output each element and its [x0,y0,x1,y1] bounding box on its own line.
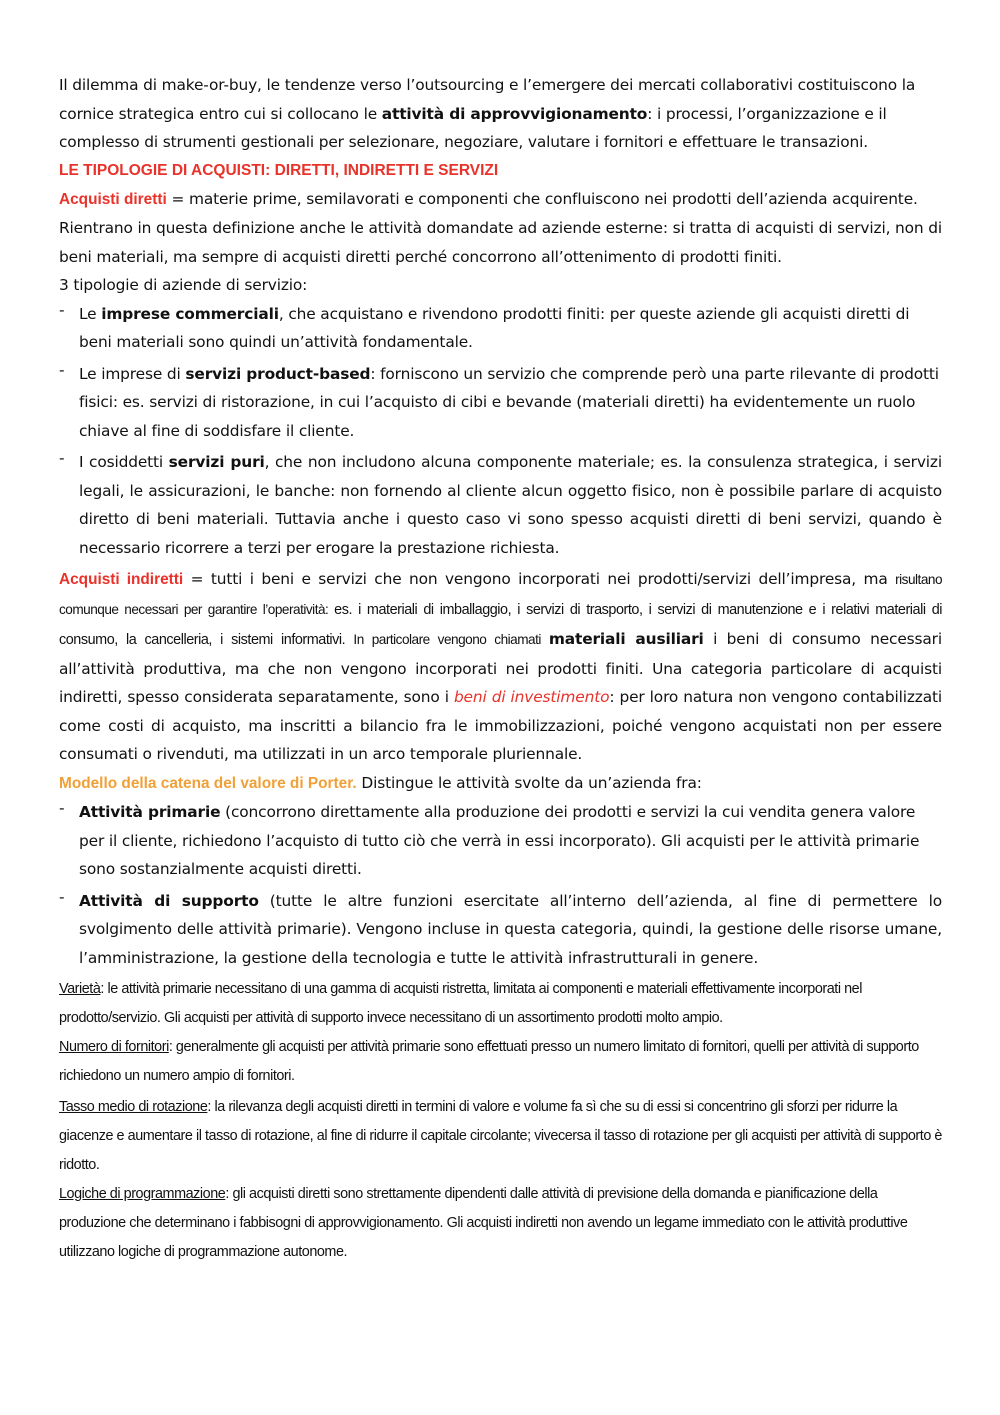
indiretti-text: : per loro natura non vengono contabilizzati come costi di acquisto, ma inscritti a bilancio fra le immobilizzazioni, poiché vengono acquistati non per essere consumati o rivenduti, ma utilizzati in un arco temporale pluriennale. [59,688,942,763]
diretti-text: = materie prime, semilavorati e componenti che confluiscono nei prodotti dell’azienda acquirente. Rientrano in questa definizione anche le attività domandate ad aziende esterne: si tratta di acquisti di servizi, non di beni materiali, ma sempre di acquisti diretti perché concorrono all’ottenimento di prodotti finiti. [59,189,943,266]
criterio-text: : generalmente gli acquisti per attività primarie sono effettuati presso un numero limitato di fornitori, quelli per attività di supporto richiedono un numero ampio di fornitori. [59,1039,919,1084]
attivita-list [59,798,942,972]
list-item-text: (concorrono direttamente alla produzione dei prodotti e servizi la cui vendita genera valore per il cliente, richiedono l’acquisto di tutto ciò che verrà in essi incorporato). Gli acquisti per le attività primarie sono sostanzialmente acquisti diretti. [79,803,920,878]
indiretti-text: i beni di consumo necessari all’attività produttiva, ma che non vengono incorporati nei prodotti finiti. Una categoria particolare di acquisti indiretti, spesso considerata separatamente, sono i [59,629,942,706]
list-item [59,300,942,357]
list-item-bold: Attività di supporto [79,891,259,910]
intro-paragraph [59,71,942,157]
list-item-bold: servizi product-based [185,364,371,383]
diretti-paragraph [59,185,942,272]
list-item-text: , che acquistano e rivendono prodotti finiti: per queste aziende gli acquisti diretti di beni materiali sono quindi un’attività fondamentale. [79,304,910,351]
porter-paragraph [59,769,942,799]
intro-text: Il dilemma di make-or-buy, le tendenze verso l’outsourcing e l’emergere dei mercati collaborativi costituiscono la cornice strategica entro cui si collocano le [59,76,916,123]
intro-bold: attività di approvvigionamento [381,104,648,123]
criterio-term: Numero di fornitori [59,1039,169,1055]
criterio-programmazione [59,1180,942,1267]
criterio-text: : gli acquisti diretti sono strettamente dipendenti dalle attività di previsione della domanda e pianificazione della produzione che determinano i fabbisogni di approvvigionamento. Gli acquisti indiretti non avendo un legame immediato con le attività produttive utilizzano logiche di programmazione autonome. [59,1186,908,1260]
list-item-text: Le [79,304,102,323]
diretti-label: Acquisti diretti [59,190,167,208]
intro-text-end: : i processi, l’organizzazione e il complesso di strumenti gestionali per selezionare, negoziare, valutare i fornitori e effettuare le transazioni. [59,104,887,151]
indiretti-label: Acquisti indiretti [59,571,184,588]
section-heading: LE TIPOLOGIE DI ACQUISTI: DIRETTI, INDIRETTI E SERVIZI [59,161,499,179]
list-item-text: : forniscono un servizio che comprende però una parte rilevante di prodotti fisici: es. servizi di ristorazione, in cui l’acquisto di cibi e bevande (materiali diretti) ha evidentemente un ruolo chiave al fine di soddisfare il cliente. [79,364,939,440]
servizi-list [59,300,942,563]
indiretti-text-small: In particolare vengono chiamati [353,631,549,647]
indiretti-text: = tutti i beni e servizi che non vengono incorporati nei prodotti/servizi dell’impresa, ma [183,570,896,588]
list-item-text: I cosiddetti [79,453,169,471]
list-item [59,360,942,446]
porter-text: Distingue le attività svolte da un’azienda fra: [356,773,702,792]
indiretti-text-narrow: es. i materiali di imballaggio, i servizi di trasporto, i servizi di manutenzione e i relativi materiali di consumo, la cancelleria, i sistemi informativi. [59,601,942,648]
list-item [59,798,942,884]
indiretti-paragraph [59,565,942,769]
list-item-text: Le imprese di [79,364,186,383]
tipologie-line: 3 tipologie di aziende di servizio: [59,276,308,294]
criterio-term: Tasso medio di rotazione [59,1099,208,1115]
criterio-varieta [59,975,942,1033]
indiretti-italic: beni di investimento [453,688,610,706]
list-item-bold: imprese commerciali [101,304,279,323]
criterio-text: : la rilevanza degli acquisti diretti in termini di valore e volume fa sì che su di essi si concentrino gli sforzi per ridurre la giacenze e aumentare il tasso di rotazione, al fine di ridurre il capitale circolante; vivecersa il tasso di rotazione per gli acquisti per attività di supporto è ridotto. [59,1099,942,1173]
list-item-bold: Attività primarie [79,803,221,821]
criterio-fornitori [59,1033,942,1091]
indiretti-text-small: risultano comunque necessari per garantire l’operatività: [59,572,943,617]
criterio-term: Logiche di programmazione [59,1186,226,1202]
indiretti-bold: materiali ausiliari [548,629,704,648]
criterio-text: : le attività primarie necessitano di una gamma di acquisti ristretta, limitata ai componenti e materiali effettivamente incorporati nel prodotto/servizio. Gli acquisti per attività di supporto invece necessitano di un assortimento prodotti molto ampio. [59,981,862,1026]
criterio-term: Varietà [59,981,101,997]
criterio-rotazione [59,1093,942,1180]
list-item-bold: servizi puri [168,453,265,471]
list-item [59,448,942,562]
porter-label: Modello della catena del valore di Porter. [59,774,357,792]
list-item [59,887,942,973]
list-item-text: , che non includono alcuna componente materiale; es. la consulenza strategica, i servizi legali, le assicurazioni, le banche: non fornendo al cliente alcun oggetto fisico, non è possibile parlare di acquisto diretto di beni materiali. Tuttavia anche i questo caso vi sono spesso acquisti diretti di beni servizi, quando è necessario ricorrere a terzi per erogare la prestazione richiesta. [79,453,942,557]
list-item-text: (tutte le altre funzioni esercitate all’interno dell’azienda, al fine di permettere lo svolgimento delle attività primarie). Vengono incluse in questa categoria, quindi, la gestione delle risorse umane, l’amministrazione, la gestione della tecnologia e tutte le attività infrastrutturali in genere. [79,891,942,967]
